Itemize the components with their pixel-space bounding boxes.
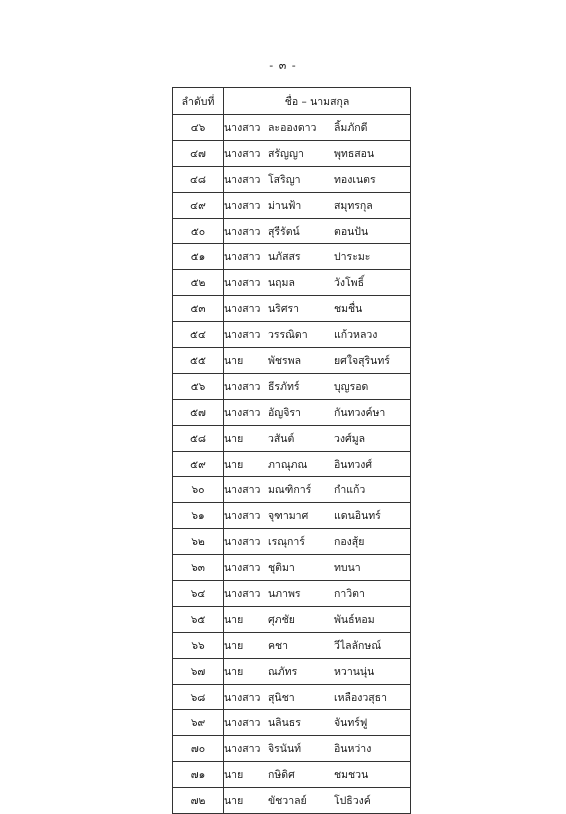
- row-full-name: [224, 270, 411, 296]
- table-row: [173, 322, 411, 348]
- name-title: นางสาว: [224, 406, 261, 419]
- last-name: ปาระมะ: [334, 251, 371, 264]
- first-name: อัญจิรา: [268, 406, 301, 419]
- table-row: [173, 115, 411, 141]
- name-title: นาย: [224, 795, 244, 808]
- table-row: [173, 348, 411, 374]
- first-name: สรัญญา: [268, 147, 304, 160]
- first-name: ม่านฟ้า: [268, 199, 302, 212]
- row-sequence-number: ๗๐: [173, 736, 224, 762]
- row-full-name: [224, 192, 411, 218]
- table-row: [173, 451, 411, 477]
- name-title: นางสาว: [224, 562, 261, 575]
- row-full-name: [224, 115, 411, 141]
- last-name: วงศ์มูล: [334, 432, 366, 445]
- first-name: ละอองดาว: [268, 121, 317, 134]
- name-title: นางสาว: [224, 225, 261, 238]
- last-name: อินทวงศ์: [334, 458, 373, 471]
- first-name: นริศรา: [268, 303, 300, 316]
- last-name: สมุทรกุล: [334, 199, 373, 212]
- name-title: นาย: [224, 769, 244, 782]
- table-row: [173, 503, 411, 529]
- first-name: จิรนันท์: [268, 743, 302, 756]
- table-row: [173, 710, 411, 736]
- row-full-name: [224, 788, 411, 814]
- first-name: นฤมล: [268, 277, 295, 290]
- table-row: [173, 684, 411, 710]
- row-full-name: [224, 658, 411, 684]
- row-sequence-number: ๖๙: [173, 710, 224, 736]
- first-name: มณฑิการ์: [268, 484, 312, 497]
- last-name: บุญรอด: [334, 380, 369, 393]
- name-title: นางสาว: [224, 484, 261, 497]
- row-full-name: [224, 348, 411, 374]
- first-name: ชุติมา: [268, 562, 295, 575]
- name-list-table: [172, 87, 411, 814]
- first-name: จุฑามาศ: [268, 510, 309, 523]
- table-row: [173, 632, 411, 658]
- last-name: จันทร์ฟู: [334, 717, 368, 730]
- row-full-name: [224, 684, 411, 710]
- first-name: วสันต์: [268, 432, 295, 445]
- table-row: [173, 477, 411, 503]
- row-full-name: [224, 736, 411, 762]
- row-sequence-number: ๔๖: [173, 115, 224, 141]
- last-name: แก้วหลวง: [334, 329, 378, 342]
- first-name: นลินธร: [268, 717, 301, 730]
- last-name: วังโพธิ์: [334, 277, 364, 290]
- table-row: [173, 296, 411, 322]
- row-full-name: [224, 399, 411, 425]
- page-number: - ๓ -: [269, 59, 297, 72]
- row-sequence-number: ๖๘: [173, 684, 224, 710]
- table-header: [173, 88, 411, 115]
- row-sequence-number: ๗๑: [173, 762, 224, 788]
- last-name: อินหว่าง: [334, 743, 372, 756]
- row-sequence-number: ๕๕: [173, 348, 224, 374]
- name-title: นาย: [224, 354, 244, 367]
- row-sequence-number: ๕๖: [173, 373, 224, 399]
- name-title: นางสาว: [224, 173, 261, 186]
- table-row: [173, 606, 411, 632]
- last-name: หวานนุ่น: [334, 665, 375, 678]
- row-full-name: [224, 632, 411, 658]
- row-full-name: [224, 451, 411, 477]
- name-title: นาย: [224, 639, 244, 652]
- last-name: ทองเนตร: [334, 173, 376, 186]
- last-name: พันธ์หอม: [334, 613, 375, 626]
- row-full-name: [224, 710, 411, 736]
- row-sequence-number: ๔๘: [173, 166, 224, 192]
- row-full-name: [224, 425, 411, 451]
- last-name: ลิ้มภักดี: [334, 121, 368, 134]
- name-title: นางสาว: [224, 121, 261, 134]
- name-title: นางสาว: [224, 251, 261, 264]
- row-full-name: [224, 762, 411, 788]
- last-name: กำแก้ว: [334, 484, 366, 497]
- table-row: [173, 192, 411, 218]
- table-row: [173, 373, 411, 399]
- last-name: ชมชวน: [334, 769, 369, 782]
- first-name: สุนิชา: [268, 691, 295, 704]
- table-row: [173, 399, 411, 425]
- first-name: เรณุการ์: [268, 536, 305, 549]
- table-row: [173, 658, 411, 684]
- row-full-name: [224, 529, 411, 555]
- last-name: ชมชื่น: [334, 303, 363, 316]
- row-sequence-number: ๖๓: [173, 555, 224, 581]
- row-sequence-number: ๕๔: [173, 322, 224, 348]
- name-title: นางสาว: [224, 380, 261, 393]
- last-name: กาวิตา: [334, 587, 365, 600]
- first-name: ธีรภัทร์: [268, 380, 300, 393]
- row-full-name: [224, 477, 411, 503]
- table-row: [173, 788, 411, 814]
- row-sequence-number: ๔๙: [173, 192, 224, 218]
- row-full-name: [224, 322, 411, 348]
- row-sequence-number: ๖๒: [173, 529, 224, 555]
- table-row: [173, 555, 411, 581]
- first-name: วรรณิดา: [268, 329, 308, 342]
- name-title: นางสาว: [224, 587, 261, 600]
- row-sequence-number: ๕๙: [173, 451, 224, 477]
- last-name: แดนอินทร์: [334, 510, 381, 523]
- row-full-name: [224, 373, 411, 399]
- row-sequence-number: ๖๖: [173, 632, 224, 658]
- row-sequence-number: ๖๐: [173, 477, 224, 503]
- row-full-name: [224, 166, 411, 192]
- last-name: กองสุ้ย: [334, 536, 365, 549]
- first-name: กษิดิศ: [268, 769, 295, 782]
- table-row: [173, 270, 411, 296]
- table-row: [173, 425, 411, 451]
- row-full-name: [224, 218, 411, 244]
- row-sequence-number: ๖๕: [173, 606, 224, 632]
- row-sequence-number: ๕๘: [173, 425, 224, 451]
- row-sequence-number: ๖๗: [173, 658, 224, 684]
- name-title: นางสาว: [224, 510, 261, 523]
- last-name: ยศใจสุรินทร์: [334, 354, 390, 367]
- row-sequence-number: ๖๔: [173, 581, 224, 607]
- first-name: ภาณุภณ: [268, 458, 308, 471]
- name-title: นางสาว: [224, 303, 261, 316]
- row-sequence-number: ๖๑: [173, 503, 224, 529]
- last-name: วีไลลักษณ์: [334, 639, 382, 652]
- row-sequence-number: ๕๓: [173, 296, 224, 322]
- table-row: [173, 218, 411, 244]
- first-name: ศุภชัย: [268, 613, 295, 626]
- row-full-name: [224, 581, 411, 607]
- first-name: นภัสสร: [268, 251, 301, 264]
- header-sequence-number: ลำดับที่: [173, 88, 224, 115]
- first-name: คชา: [268, 639, 289, 652]
- first-name: โสริญา: [268, 173, 301, 186]
- name-title: นางสาว: [224, 536, 261, 549]
- last-name: โปธิวงค์: [334, 795, 371, 808]
- name-title: นางสาว: [224, 199, 261, 212]
- first-name: สุรีรัตน์: [268, 225, 300, 238]
- row-sequence-number: ๕๗: [173, 399, 224, 425]
- name-title: นางสาว: [224, 743, 261, 756]
- row-full-name: [224, 555, 411, 581]
- name-title: นางสาว: [224, 329, 261, 342]
- row-full-name: [224, 606, 411, 632]
- row-full-name: [224, 296, 411, 322]
- table-row: [173, 244, 411, 270]
- table-row: [173, 581, 411, 607]
- first-name: ณภัทร: [268, 665, 298, 678]
- row-full-name: [224, 503, 411, 529]
- name-title: นางสาว: [224, 147, 261, 160]
- first-name: นภาพร: [268, 587, 301, 600]
- name-title: นาย: [224, 613, 244, 626]
- row-full-name: [224, 140, 411, 166]
- first-name: ขัชวาลย์: [268, 795, 307, 808]
- last-name: เหลืองวสุธา: [334, 691, 387, 704]
- last-name: ทบนา: [334, 562, 361, 575]
- row-sequence-number: ๕๒: [173, 270, 224, 296]
- table-header-row: [173, 88, 411, 115]
- row-sequence-number: ๔๗: [173, 140, 224, 166]
- row-sequence-number: ๗๒: [173, 788, 224, 814]
- name-title: นางสาว: [224, 717, 261, 730]
- last-name: กันทวงค์ษา: [334, 406, 386, 419]
- row-sequence-number: ๕๐: [173, 218, 224, 244]
- name-title: นางสาว: [224, 277, 261, 290]
- row-full-name: [224, 244, 411, 270]
- last-name: ตอนปัน: [334, 225, 369, 238]
- name-title: นาย: [224, 432, 244, 445]
- table-body: [173, 115, 411, 814]
- table-row: [173, 736, 411, 762]
- header-full-name: ชื่อ – นามสกุล: [224, 88, 411, 115]
- name-title: นางสาว: [224, 691, 261, 704]
- name-title: นาย: [224, 458, 244, 471]
- last-name: พุทธสอน: [334, 147, 375, 160]
- table-row: [173, 529, 411, 555]
- table-row: [173, 762, 411, 788]
- table-row: [173, 140, 411, 166]
- name-title: นาย: [224, 665, 244, 678]
- table-row: [173, 166, 411, 192]
- row-sequence-number: ๕๑: [173, 244, 224, 270]
- first-name: พัชรพล: [268, 354, 302, 367]
